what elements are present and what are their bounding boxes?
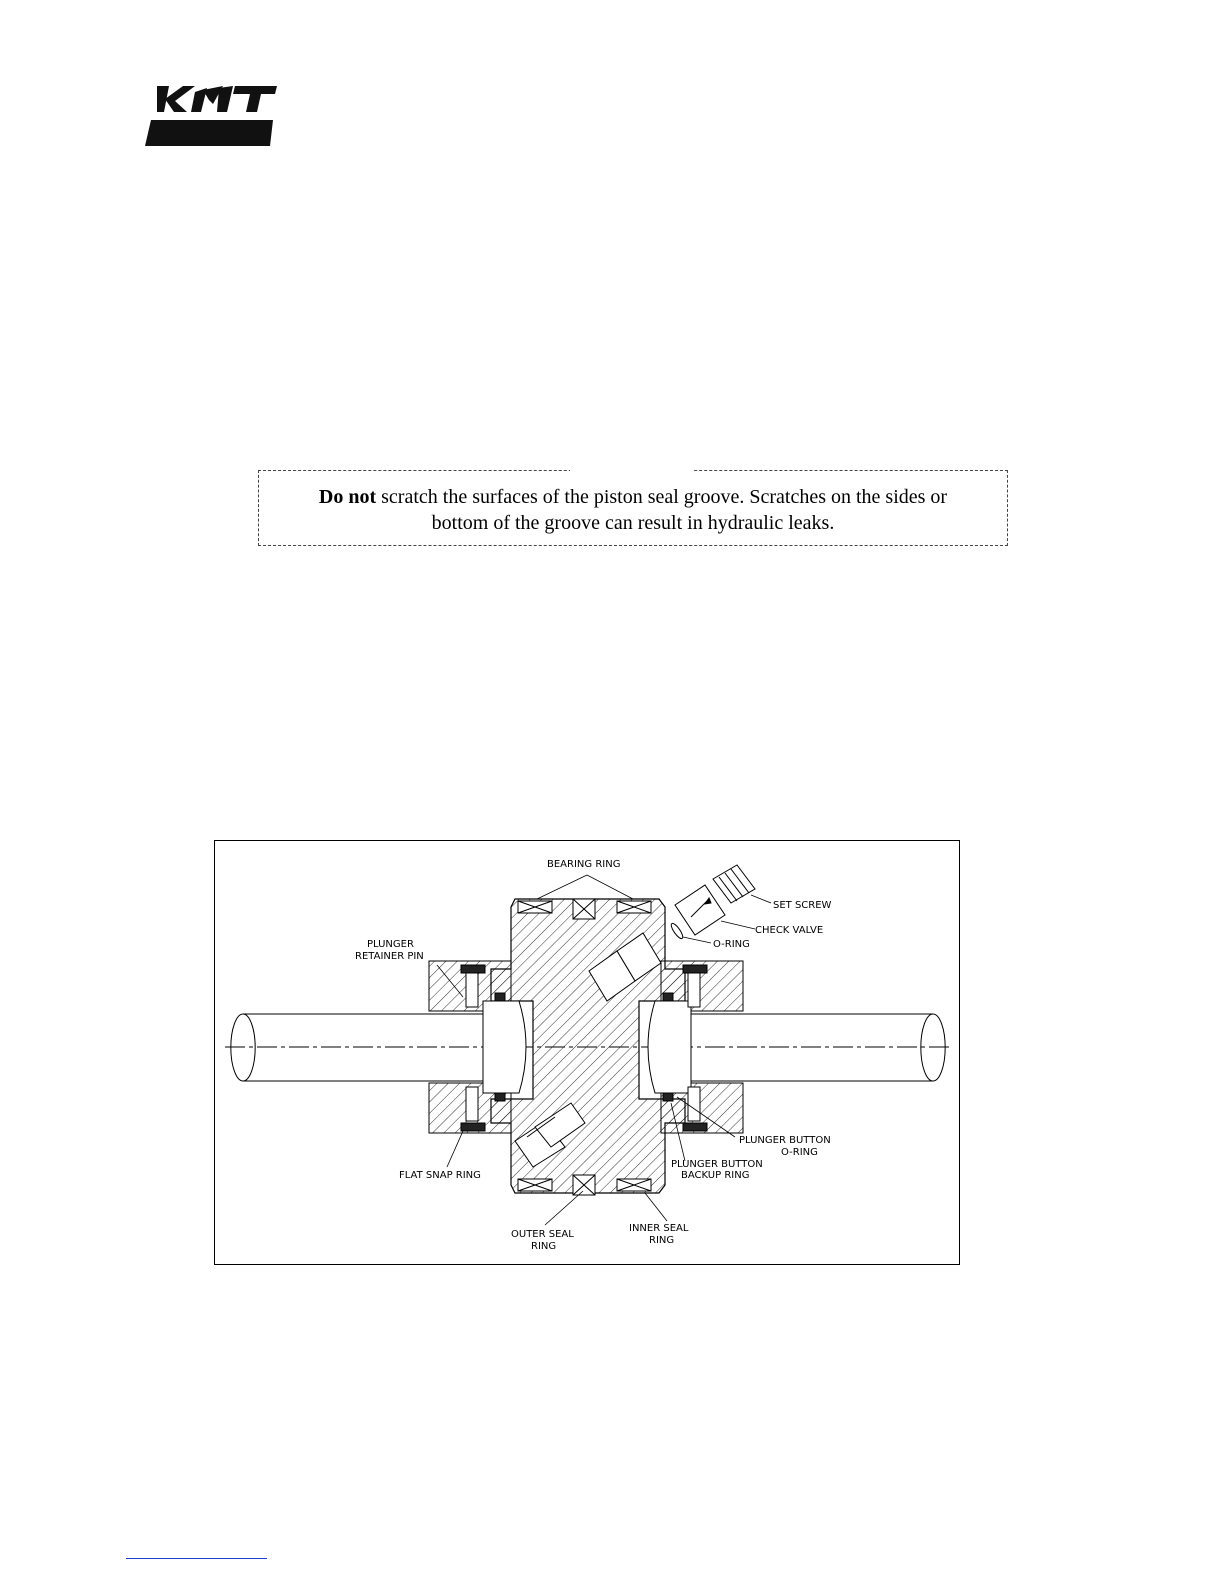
label-plunger-button-oring-2: O-RING (781, 1147, 818, 1158)
kmt-logo (143, 84, 277, 148)
hydraulic-piston-diagram (214, 840, 960, 1265)
footer-link-underline (126, 1558, 267, 1559)
exploded-check-valve (669, 865, 755, 940)
caution-header-gap (570, 466, 694, 474)
label-check-valve: CHECK VALVE (755, 925, 824, 936)
caution-note (258, 470, 1008, 546)
label-o-ring: O-RING (713, 939, 750, 950)
label-inner-seal-ring-2: RING (649, 1235, 675, 1246)
label-flat-snap-ring: FLAT SNAP RING (399, 1170, 481, 1181)
label-plunger-button-backup-1: PLUNGER BUTTON (671, 1159, 763, 1170)
caution-line-2: bottom of the groove can result in hydraulic leaks. (431, 512, 835, 534)
label-plunger-retainer-pin-2: RETAINER PIN (355, 951, 424, 962)
caution-line-1: Do not scratch the surfaces of the piston seal groove. Scratches on the sides or (318, 486, 948, 508)
label-plunger-retainer-pin-1: PLUNGER (367, 939, 414, 950)
label-inner-seal-ring-1: INNER SEAL (629, 1223, 689, 1234)
piston-assembly-drawing (215, 841, 961, 1266)
caution-bold: Do not (318, 486, 377, 508)
label-bearing-ring: BEARING RING (547, 859, 621, 870)
label-outer-seal-ring-2: RING (531, 1241, 557, 1252)
label-plunger-button-backup-2: BACKUP RING (681, 1170, 750, 1181)
label-plunger-button-oring-1: PLUNGER BUTTON (739, 1135, 831, 1146)
label-outer-seal-ring-1: OUTER SEAL (511, 1229, 574, 1240)
label-set-screw: SET SCREW (773, 900, 832, 911)
